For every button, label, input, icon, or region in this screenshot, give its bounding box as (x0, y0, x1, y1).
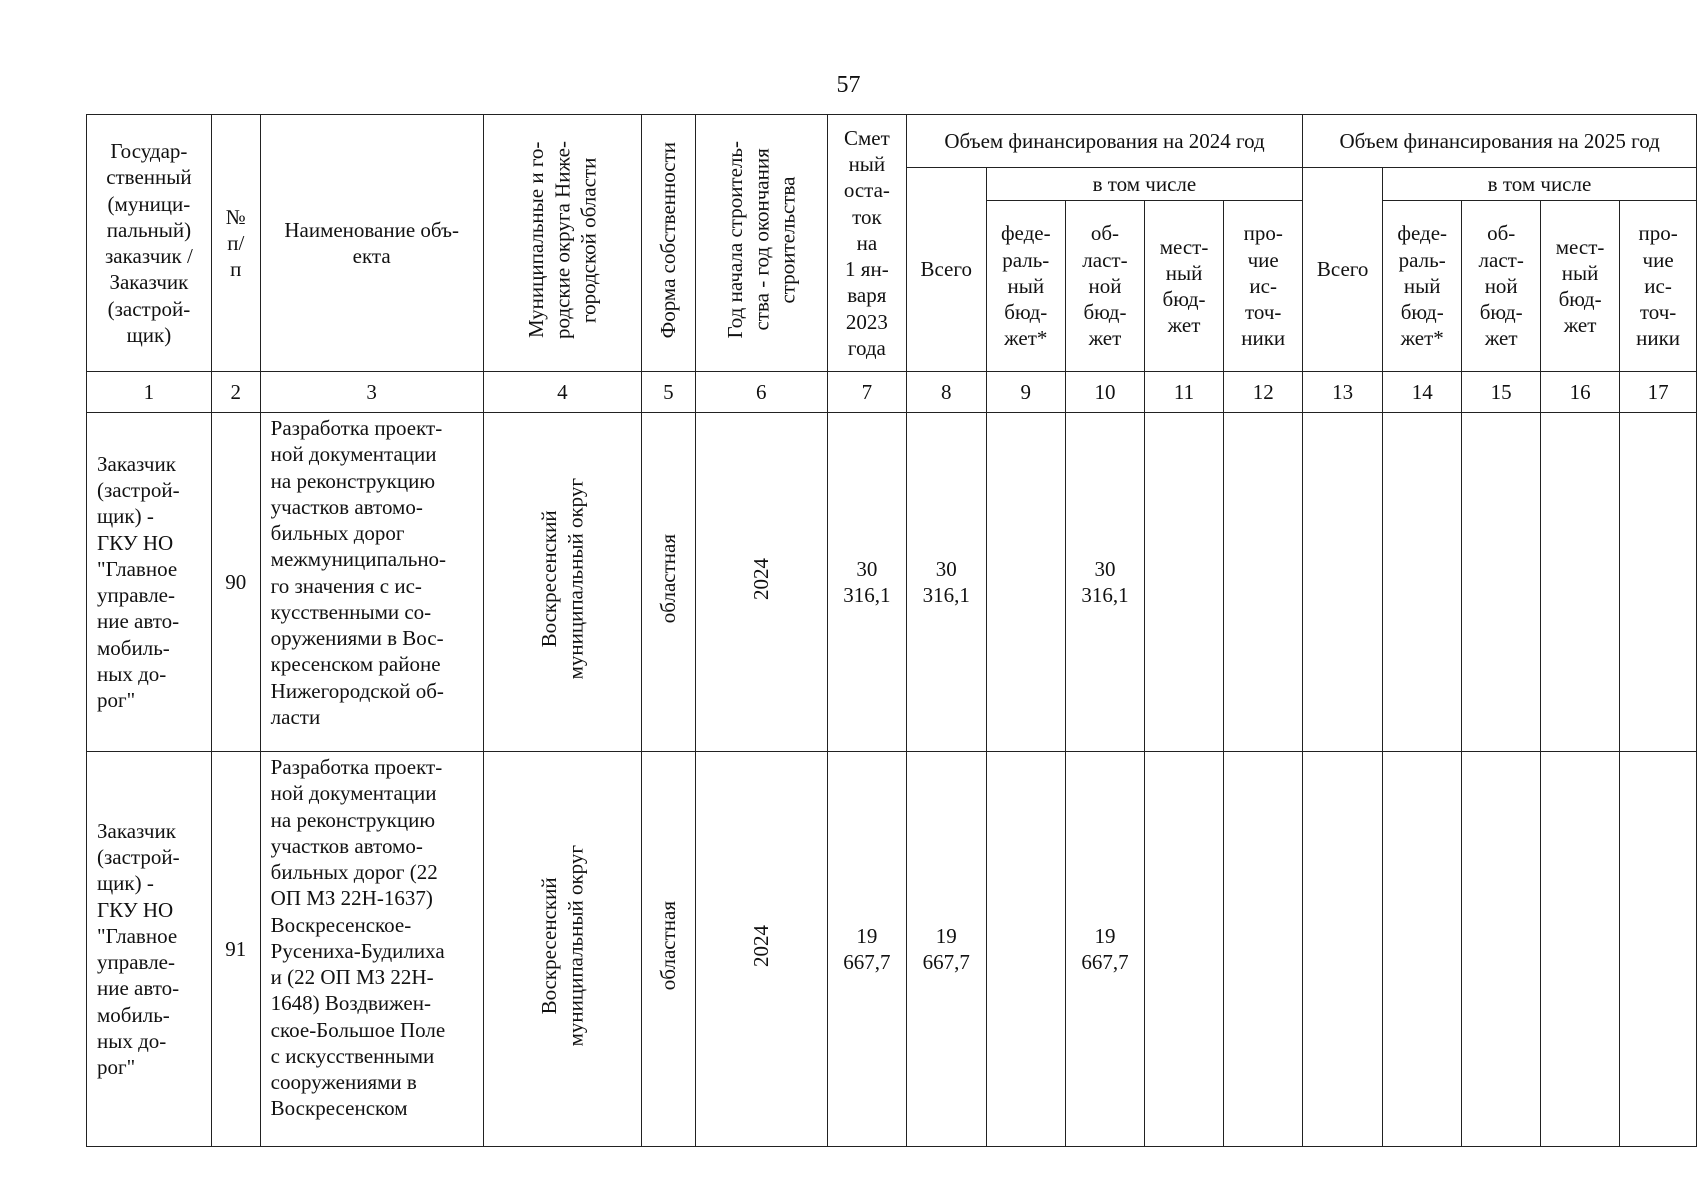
row-estimate-balance: 19 667,7 (827, 752, 906, 1147)
row-years (695, 752, 827, 1147)
header-ownership-text: Форма собственности (656, 141, 681, 339)
row-other-2025 (1620, 752, 1697, 1147)
row-customer: Заказчик (застрой- щик) - ГКУ НО "Главное управле- ние авто- мобиль- ных до- рог" (87, 752, 212, 1147)
row-municipality-text: Воскресенский муниципальный округ (537, 845, 588, 1047)
row-federal-2025 (1383, 413, 1462, 752)
row-municipality (483, 413, 642, 752)
header-including-2025: в том числе (1383, 168, 1697, 201)
column-number: 3 (260, 372, 483, 413)
header-municipality-text: Муниципальные и го- родские округа Ниже- городской области (524, 140, 601, 339)
header-other-2024: про- чие ис- точ- ники (1224, 201, 1303, 372)
header-customer: Государ- ственный (муници- пальный) заказчик / Заказчик (застрой- щик) (87, 115, 212, 372)
page-number: 57 (836, 72, 861, 98)
row-local-2024 (1144, 413, 1223, 752)
header-including-2024: в том числе (986, 168, 1303, 201)
row-total-2025 (1303, 413, 1383, 752)
row-number: 91 (211, 752, 260, 1147)
header-regional-2024: об- ласт- ной бюд- жет (1065, 201, 1144, 372)
column-number: 12 (1224, 372, 1303, 413)
column-number: 14 (1383, 372, 1462, 413)
column-number: 10 (1065, 372, 1144, 413)
row-total-2025 (1303, 752, 1383, 1147)
row-estimate-balance: 30 316,1 (827, 413, 906, 752)
row-total-2024: 19 667,7 (906, 752, 986, 1147)
column-number: 13 (1303, 372, 1383, 413)
header-municipality (483, 115, 642, 372)
financing-table (86, 114, 1697, 1147)
header-local-2025: мест- ный бюд- жет (1540, 201, 1619, 372)
column-number: 6 (695, 372, 827, 413)
row-other-2024 (1224, 413, 1303, 752)
column-number: 9 (986, 372, 1065, 413)
row-local-2025 (1540, 413, 1619, 752)
column-number: 2 (211, 372, 260, 413)
row-municipality (483, 752, 642, 1147)
header-years (695, 115, 827, 372)
row-other-2024 (1224, 752, 1303, 1147)
column-number: 17 (1620, 372, 1697, 413)
column-number: 5 (642, 372, 696, 413)
row-local-2025 (1540, 752, 1619, 1147)
row-regional-2024: 30 316,1 (1065, 413, 1144, 752)
header-local-2024: мест- ный бюд- жет (1144, 201, 1223, 372)
row-federal-2025 (1383, 752, 1462, 1147)
header-total-2025: Всего (1303, 168, 1383, 372)
header-federal-2024: феде- раль- ный бюд- жет* (986, 201, 1065, 372)
row-local-2024 (1144, 752, 1223, 1147)
header-other-2025: про- чие ис- точ- ники (1620, 201, 1697, 372)
row-regional-2024: 19 667,7 (1065, 752, 1144, 1147)
header-federal-2025: феде- раль- ный бюд- жет* (1383, 201, 1462, 372)
row-other-2025 (1620, 413, 1697, 752)
header-total-2024: Всего (906, 168, 986, 372)
row-ownership-text: областная (656, 901, 681, 991)
header-years-text: Год начала строитель- ства - год окончания строительства (722, 141, 800, 339)
header-ownership (642, 115, 696, 372)
row-regional-2025 (1462, 752, 1541, 1147)
column-number: 15 (1462, 372, 1541, 413)
column-number-row (87, 372, 1697, 413)
header-object-name: Наименование объ- екта (260, 115, 483, 372)
header-regional-2025: об- ласт- ной бюд- жет (1462, 201, 1541, 372)
row-years-text: 2024 (749, 557, 774, 600)
header-number: № п/ п (211, 115, 260, 372)
column-number: 1 (87, 372, 212, 413)
row-ownership (642, 413, 696, 752)
row-total-2024: 30 316,1 (906, 413, 986, 752)
column-number: 16 (1540, 372, 1619, 413)
row-object-name: Разработка проект- ной документации на реконструкцию участков автомо- бильных дорог (22 ОП МЗ 22Н-1637) Воскресенское- Русениха-Будилиха и (22 ОП МЗ 22Н- 1648) Воздвижен- ское-Большое Поле с искусственными сооружениями в Воскресенском (260, 752, 483, 1147)
table-row (87, 413, 1697, 752)
column-number: 8 (906, 372, 986, 413)
row-customer: Заказчик (застрой- щик) - ГКУ НО "Главное управле- ние авто- мобиль- ных до- рог" (87, 413, 212, 752)
row-ownership (642, 752, 696, 1147)
header-financing-2024: Объем финансирования на 2024 год (906, 115, 1302, 168)
table-row (87, 752, 1697, 1147)
column-number: 11 (1144, 372, 1223, 413)
column-number: 7 (827, 372, 906, 413)
row-municipality-text: Воскресенский муниципальный округ (537, 478, 588, 680)
header-estimate-balance: Смет ный оста- ток на 1 ян- варя 2023 года (827, 115, 906, 372)
row-regional-2025 (1462, 413, 1541, 752)
row-federal-2024 (986, 752, 1065, 1147)
row-federal-2024 (986, 413, 1065, 752)
header-financing-2025: Объем финансирования на 2025 год (1303, 115, 1697, 168)
row-years (695, 413, 827, 752)
row-years-text: 2024 (749, 924, 774, 967)
row-number: 90 (211, 413, 260, 752)
column-number: 4 (483, 372, 642, 413)
row-object-name: Разработка проект- ной документации на реконструкцию участков автомо- бильных дорог межмуниципально- го значения с ис- кусственными со- оружениями в Вос- кресенском районе Нижегородской об- ласти (260, 413, 483, 752)
row-ownership-text: областная (656, 534, 681, 624)
